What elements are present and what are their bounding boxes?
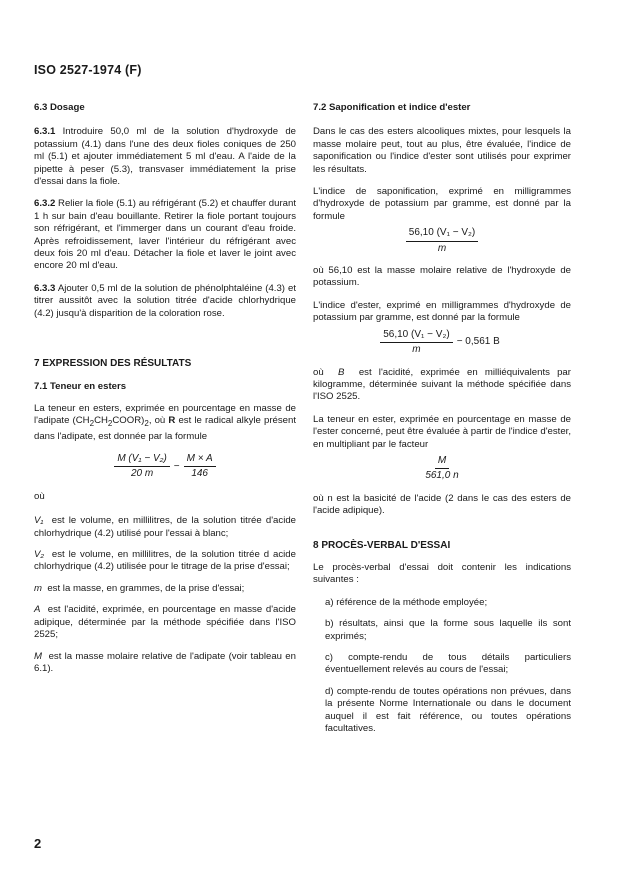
definition-a	[34, 604, 296, 641]
section-7-title: 7 EXPRESSION DES RÉSULTATS	[34, 358, 192, 370]
text-run: est le radical alkyle présent dans l'adipate, est donnée par la formule	[34, 415, 296, 442]
paragraph-6-3-1	[34, 126, 296, 188]
definition-text: est l'acidité, exprimée, en pourcentage en masse d'acide adipique, déterminée par la méthode spécifiée dans l'ISO 2525;	[34, 604, 296, 641]
subscript: 2	[107, 419, 113, 429]
section-6-3-title: 6.3 Dosage	[34, 102, 85, 113]
symbol: M	[34, 650, 42, 662]
denominator: m	[437, 242, 447, 254]
denominator: m	[412, 344, 421, 356]
numerator: M (V₁ − V₂)	[114, 453, 169, 467]
fraction	[422, 455, 461, 483]
paragraph-saponification: L'indice de saponification, exprimé en milligrammes d'hydroxyde de potassium par gramme, est donné par la formule	[313, 186, 571, 222]
subscript: 2	[144, 419, 149, 429]
definition-text: est la masse, en grammes, de la prise d'essai;	[47, 582, 245, 594]
symbol: V₁	[34, 515, 44, 527]
paragraph-text: Ajouter 0,5 ml de la solution de phénolphtaléine (4.3) et titrer aussitôt avec la solution titrée d'acide chlorhydrique (4.2) jusqu'à disparition de la coloration rose.	[34, 282, 296, 319]
paragraph-ester-index: L'indice d'ester, exprimé en milligrammes d'hydroxyde de potassium par gramme, est donné par la formule	[313, 299, 571, 324]
left-column	[34, 102, 296, 684]
text-run: est l'acidité, exprimée en milliéquivalents par kilogramme, déterminée suivant la méthode spécifiée dans l'ISO 2525.	[313, 366, 571, 403]
list-item: c) compte-rendu de tous détails particuliers éventuellement relevés au cours de l'essai;	[325, 652, 571, 676]
fraction	[380, 329, 452, 357]
symbol-R: R	[168, 415, 176, 427]
denominator: 20 m	[130, 468, 154, 480]
symbol: m	[34, 582, 42, 594]
fraction	[184, 453, 216, 481]
section-7-2-title: 7.2 Saponification et indice d'ester	[313, 102, 471, 113]
section-8-title: 8 PROCÈS-VERBAL D'ESSAI	[313, 539, 451, 551]
clause-number: 6.3.2	[34, 198, 56, 210]
subscript: 2	[89, 419, 95, 429]
paragraph-7-1	[34, 403, 296, 443]
right-column	[313, 102, 571, 744]
text-run: La teneur en esters, exprimée en pourcentage en masse de l'adipate (CH	[34, 402, 296, 427]
paragraph-acidity	[313, 367, 571, 404]
paragraph-potassium: où 56,10 est la masse molaire relative de l'hydroxyde de potassium.	[313, 265, 571, 289]
numerator: 56,10 (V₁ − V₂)	[406, 227, 478, 241]
page-number: 2	[34, 836, 42, 851]
paragraph-text: Introduire 50,0 ml de la solution d'hydroxyde de potassium (4.1) dans l'une des deux fioles coniques de 250 ml (5.1) et ajouter immédiatement 5 ml d'eau. A l'aide de la pipette à peser (5.3), transvaser immédiatement la prise d'essai dans la fiole.	[34, 126, 297, 188]
formula-ester-content	[34, 453, 296, 481]
symbol: A	[34, 604, 41, 616]
clause-number: 6.3.3	[34, 282, 56, 294]
formula-ester-index	[313, 329, 571, 357]
formula-saponification	[313, 227, 571, 255]
paragraph-ester-content: La teneur en ester, exprimée en pourcentage en masse de l'ester concerné, peut être évaluée à partir de l'indice d'ester, en multipliant par le facteur	[313, 413, 571, 450]
list-item: d) compte-rendu de toutes opérations non prévues, dans la présente Norme Internationale ou dans le document auquel il est fait référence, ou toutes opérations facultatives.	[325, 685, 571, 735]
where-label: où	[34, 490, 45, 502]
definition-v2	[34, 549, 296, 574]
paragraph-basicity: où n est la basicité de l'acide (2 dans le cas des esters de l'acide adipique).	[313, 492, 571, 517]
definition-text: est le volume, en millilitres, de la solution titrée d acide chlorhydrique (4.2) utilisée pour le titrage de la prise d'essai;	[34, 549, 296, 573]
text-run: COOR)	[112, 415, 145, 427]
list-item: b) résultats, ainsi que la forme sous laquelle ils sont exprimés;	[325, 618, 571, 642]
fraction	[406, 227, 478, 255]
paragraph-6-3-2	[34, 198, 296, 272]
text-run: CH	[94, 415, 108, 427]
numerator: 56,10 (V₁ − V₂)	[380, 329, 452, 343]
document-header: ISO 2527-1974 (F)	[34, 63, 142, 77]
report-items-list	[313, 597, 571, 736]
numerator: M	[435, 455, 449, 469]
text-run: , où	[148, 415, 166, 427]
definition-text: est la masse molaire relative de l'adipate (voir tableau en 6.1).	[34, 650, 296, 674]
denominator: 146	[191, 468, 208, 480]
paragraph-text: Relier la fiole (5.1) au réfrigérant (5.2) et chauffer durant 1 h sur bain d'eau bouillante. Retirer la fiole portant toujours son réfrigérant, et l'immerger dans un courant d'eau froide. Après refroidissement, laver l'intérieur du réfrigérant avec deux fois 20 ml d'eau. Détacher la fiole et laver le joint avec encore 20 ml d'eau.	[34, 198, 296, 272]
formula-tail: − 0,561 B	[456, 336, 500, 348]
definition-m	[34, 583, 296, 595]
definition-M	[34, 651, 296, 676]
list-item: a) référence de la méthode employée;	[325, 596, 488, 608]
denominator: 561,0 n	[425, 470, 459, 482]
text-run: où	[313, 366, 324, 378]
formula-factor	[313, 455, 571, 483]
fraction	[114, 453, 169, 481]
clause-number: 6.3.1	[34, 126, 56, 138]
definition-text: est le volume, en millilitres, de la solution titrée d'acide chlorhydrique (4.2) utilisé pour l'essai à blanc;	[34, 515, 296, 539]
section-7-1-title: 7.1 Teneur en esters	[34, 380, 127, 392]
paragraph-7-2-intro: Dans le cas des esters alcooliques mixtes, pour lesquels la masse molaire peut, tout au plus, être évaluée, l'indice de saponification ou l'indice d'ester sont utilisés pour exprimer les résultats.	[313, 126, 571, 175]
minus-operator: −	[173, 460, 180, 472]
numerator: M × A	[184, 453, 216, 467]
variable-definitions	[34, 515, 296, 675]
symbol: V₂	[34, 549, 45, 561]
paragraph-report-intro: Le procès-verbal d'essai doit contenir les indications suivantes :	[313, 561, 571, 586]
definition-v1	[34, 515, 296, 540]
paragraph-6-3-3	[34, 283, 296, 320]
symbol-B: B	[338, 366, 345, 378]
